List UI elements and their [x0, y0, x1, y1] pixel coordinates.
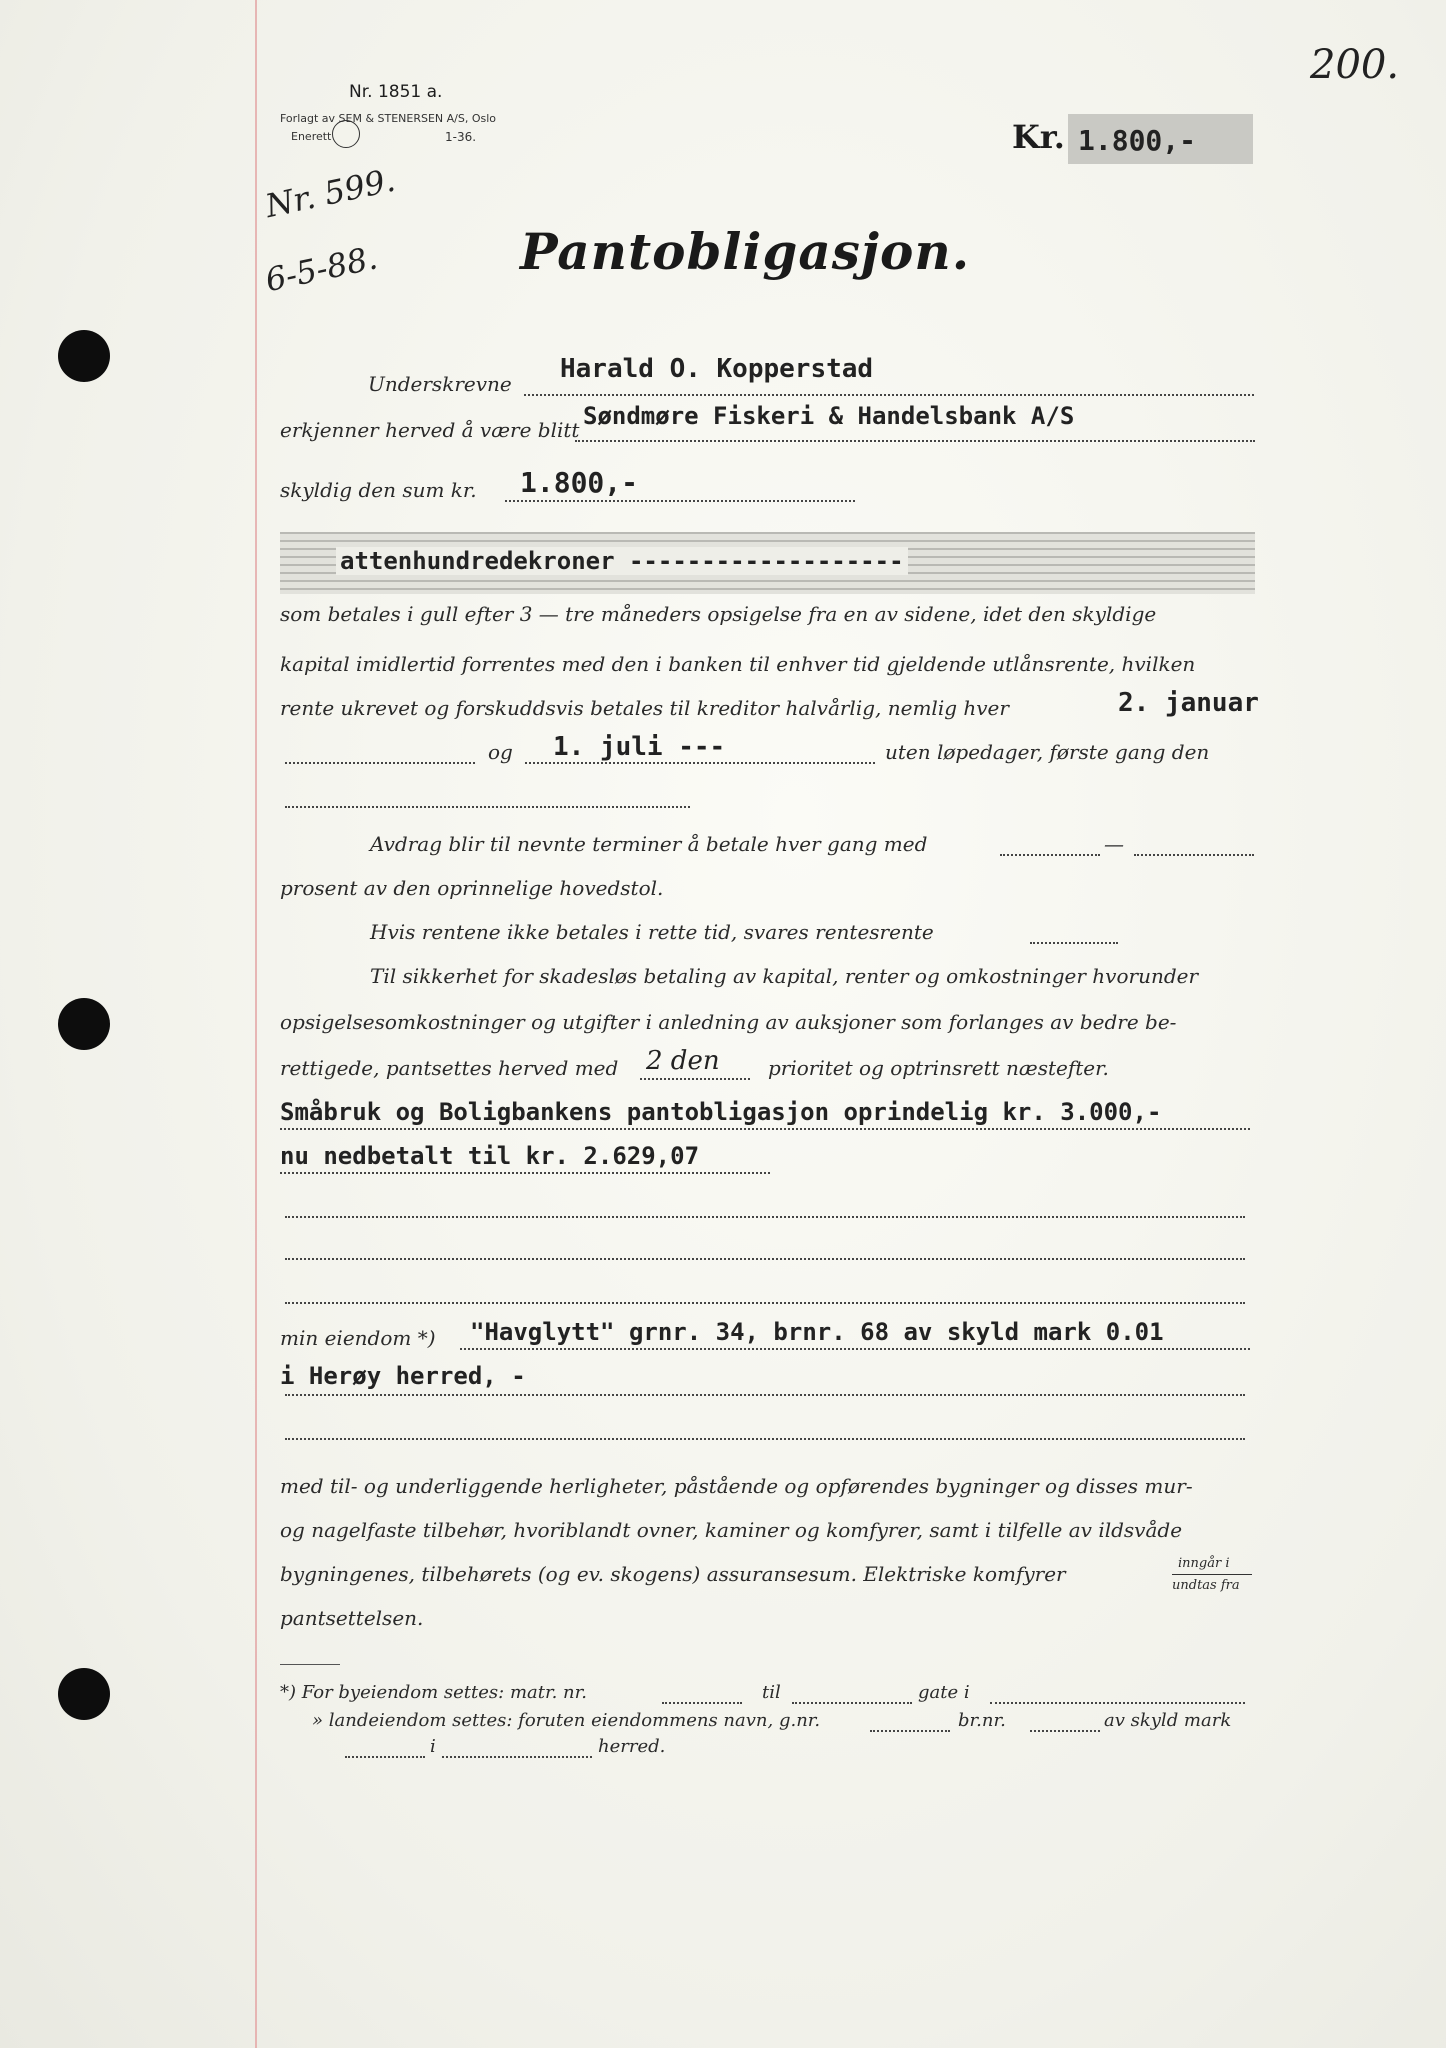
security-line: rettigede, pantsettes herved med	[280, 1056, 619, 1080]
security-line: Til sikkerhet for skadesløs betaling av kapital, renter og omkostninger hvorunder	[370, 964, 1199, 988]
security-line: opsigelsesomkostninger og utgifter i anledning av auksjoner som forlanges av bedre be-	[280, 1010, 1177, 1034]
installment-line: prosent av den oprinnelige hovedstol.	[280, 876, 664, 900]
fill-line	[285, 1302, 1245, 1304]
priority-suffix: prioritet og optrinsrett næstefter.	[768, 1056, 1109, 1080]
creditor-name: Søndmøre Fiskeri & Handelsbank A/S	[583, 402, 1075, 430]
installment-dash: —	[1104, 832, 1124, 856]
punch-hole	[58, 330, 110, 382]
fill-line	[640, 1078, 750, 1080]
appurtenance-line: pantsettelsen.	[280, 1606, 424, 1630]
appurtenance-line: og nagelfaste tilbehør, hvoriblandt ovner, kaminer og komfyrer, samt i tilfelle av ildsvåde	[280, 1518, 1183, 1542]
priority-value: 2 den	[646, 1046, 720, 1076]
fill-line	[1000, 854, 1100, 856]
fill-line	[285, 1258, 1245, 1260]
stove-option: undtas fra	[1172, 1578, 1240, 1593]
page-number: 200.	[1310, 42, 1400, 88]
amount-box-value: 1.800,-	[1078, 124, 1197, 157]
terms-line: kapital imidlertid forrentes med den i banken til enhver tid gjeldende utlånsrente, hvilken	[280, 652, 1196, 676]
property-line: i Herøy herred, -	[280, 1362, 526, 1390]
sum-value: 1.800,-	[520, 466, 639, 499]
fill-line	[575, 440, 1255, 442]
fill-line	[345, 1756, 425, 1758]
amount-words: attenhundredekroner -------------------	[336, 547, 908, 575]
debtor-name: Harald O. Kopperstad	[560, 354, 874, 384]
stove-option: inngår i	[1178, 1556, 1230, 1571]
registration-date: 6-5-88.	[262, 238, 381, 300]
footnote-line: herred.	[598, 1736, 666, 1757]
fill-line	[792, 1702, 912, 1704]
registration-number: Nr. 599.	[262, 160, 399, 226]
fill-line	[662, 1702, 742, 1704]
fill-line	[442, 1756, 592, 1758]
publisher-line: Forlagt av SEM & STENERSEN A/S, Oslo	[280, 112, 497, 125]
fill-line	[1030, 1730, 1100, 1732]
first-time-label: uten løpedager, første gang den	[885, 740, 1210, 764]
debtor-label: Underskrevne	[368, 372, 512, 396]
fill-line	[285, 762, 475, 764]
footnote-rule	[280, 1664, 340, 1665]
and-label: og	[488, 740, 513, 764]
fill-line	[990, 1702, 1245, 1704]
footnote-line: *) For byeiendom settes: matr. nr.	[280, 1682, 587, 1703]
edition: 1-36.	[445, 130, 477, 144]
terms-line: rente ukrevet og forskuddsvis betales til kreditor halvårlig, nemlig hver	[280, 696, 1009, 720]
second-term-date: 1. juli ---	[553, 732, 726, 762]
appurtenance-line: bygningenes, tilbehørets (og ev. skogens) assuransesum. Elektriske komfyrer	[280, 1562, 1066, 1586]
document-title: Pantobligasjon.	[520, 222, 971, 281]
footnote-line: » landeiendom settes: foruten eiendommens navn, g.nr.	[312, 1710, 821, 1731]
fill-line	[870, 1730, 950, 1732]
footnote-line: av skyld mark	[1104, 1710, 1232, 1731]
fill-line	[280, 1128, 1250, 1130]
fill-line	[1134, 854, 1254, 856]
fill-line	[1030, 942, 1118, 944]
form-number: Nr. 1851 a.	[349, 82, 443, 102]
stove-option-divider	[1172, 1574, 1252, 1575]
amount-label: Kr.	[1012, 118, 1065, 156]
footnote-line: i	[430, 1736, 436, 1757]
fill-line	[285, 1438, 1245, 1440]
fill-line	[285, 806, 690, 808]
property-line: "Havglytt" grnr. 34, brnr. 68 av skyld mark 0.01	[470, 1318, 1164, 1346]
fill-line	[524, 394, 1254, 396]
property-label: min eiendom *)	[280, 1326, 436, 1350]
footnote-line: til	[762, 1682, 781, 1703]
punch-hole	[58, 1668, 110, 1720]
copyright-mark: Enerett	[291, 130, 332, 143]
appurtenance-line: med til- og underliggende herligheter, påstående og opførendes bygninger og disses mur-	[280, 1474, 1193, 1498]
publisher-seal-icon	[332, 120, 360, 148]
fill-line	[280, 1172, 770, 1174]
first-term-date: 2. januar	[1118, 688, 1259, 718]
installment-line: Avdrag blir til nevnte terminer å betale hver gang med	[370, 832, 928, 856]
punch-hole	[58, 998, 110, 1050]
late-interest-line: Hvis rentene ikke betales i rette tid, svares rentesrente	[370, 920, 934, 944]
fill-line	[285, 1216, 1245, 1218]
margin-rule	[255, 0, 257, 2048]
footnote-line: gate i	[918, 1682, 970, 1703]
fill-line	[505, 500, 855, 502]
footnote-line: br.nr.	[958, 1710, 1006, 1731]
terms-line: som betales i gull efter 3 — tre måneders opsigelse fra en av sidene, idet den skyldige	[280, 602, 1157, 626]
fill-line	[285, 1394, 1245, 1396]
sum-label: skyldig den sum kr.	[280, 478, 477, 502]
prior-mortgage-line: nu nedbetalt til kr. 2.629,07	[280, 1142, 700, 1170]
fill-line	[525, 762, 875, 764]
creditor-label: erkjenner herved å være blitt	[280, 418, 580, 442]
prior-mortgage-line: Småbruk og Boligbankens pantobligasjon oprindelig kr. 3.000,-	[280, 1098, 1162, 1126]
fill-line	[460, 1348, 1250, 1350]
